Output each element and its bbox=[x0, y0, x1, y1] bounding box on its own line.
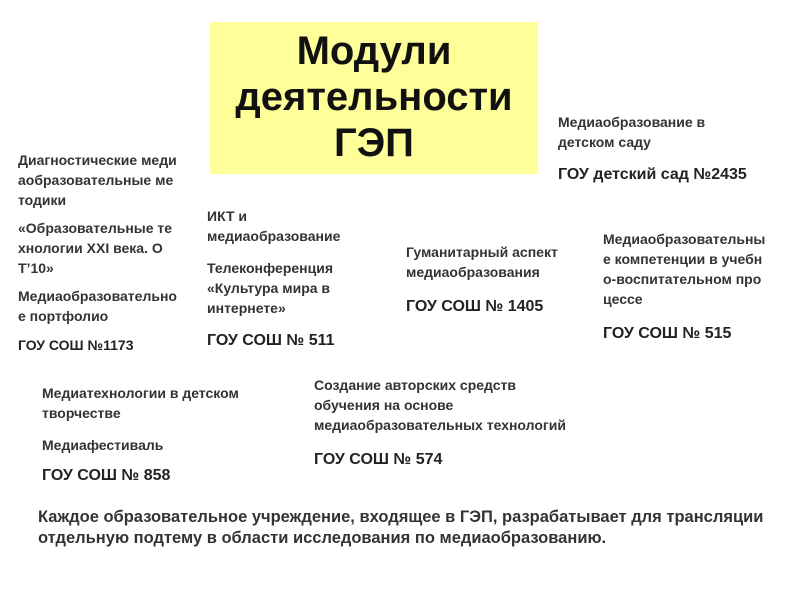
module-school: ГОУ детский сад №2435 bbox=[558, 166, 747, 183]
module-topic: Медиатехнологии в детском творчестве bbox=[42, 385, 239, 421]
module-authoring bbox=[314, 375, 584, 479]
module-school: ГОУ СОШ № 574 bbox=[314, 451, 443, 468]
module-project: Медиафестиваль bbox=[42, 437, 164, 453]
module-project: Телеконференция «Культура мира в интернете» bbox=[207, 260, 333, 316]
module-topic: Медиаобразовательные компетенции в учебно-воспитательном процессе bbox=[603, 231, 766, 307]
module-ict bbox=[207, 206, 382, 360]
title-line-2: деятельности bbox=[235, 75, 513, 119]
title-line-3: ГЭП bbox=[334, 121, 414, 165]
module-creativity bbox=[42, 383, 297, 495]
module-kindergarten bbox=[558, 112, 758, 194]
title-line-1: Модули bbox=[296, 29, 452, 73]
module-topic: ИКТ и медиаобразование bbox=[207, 208, 341, 244]
module-diagnostic bbox=[18, 150, 178, 364]
module-school: ГОУ СОШ №1173 bbox=[18, 337, 134, 353]
module-topic: Гуманитарный аспект медиаобразования bbox=[406, 244, 558, 280]
module-topic: Диагностические медиаобразовательные методики bbox=[18, 152, 177, 208]
module-topic: Медиаобразование в детском саду bbox=[558, 114, 706, 150]
module-school: ГОУ СОШ № 515 bbox=[603, 325, 732, 342]
page-title bbox=[210, 22, 538, 174]
module-competencies bbox=[603, 229, 768, 353]
module-humanitarian bbox=[406, 242, 586, 326]
module-extra: Медиаобразовательное портфолио bbox=[18, 288, 177, 324]
module-school: ГОУ СОШ № 858 bbox=[42, 467, 171, 484]
module-school: ГОУ СОШ № 1405 bbox=[406, 298, 544, 315]
module-topic: Создание авторских средств обучения на основе медиаобразовательных технологий bbox=[314, 377, 566, 433]
footer-note: Каждое образовательное учреждение, входящее в ГЭП, разрабатывает для трансляции отдельную подтему в области исследования по медиаобразованию. bbox=[38, 508, 764, 547]
module-school: ГОУ СОШ № 511 bbox=[207, 332, 335, 349]
module-project: «Образовательные технологии XXI века. ОТ’10» bbox=[18, 220, 173, 276]
